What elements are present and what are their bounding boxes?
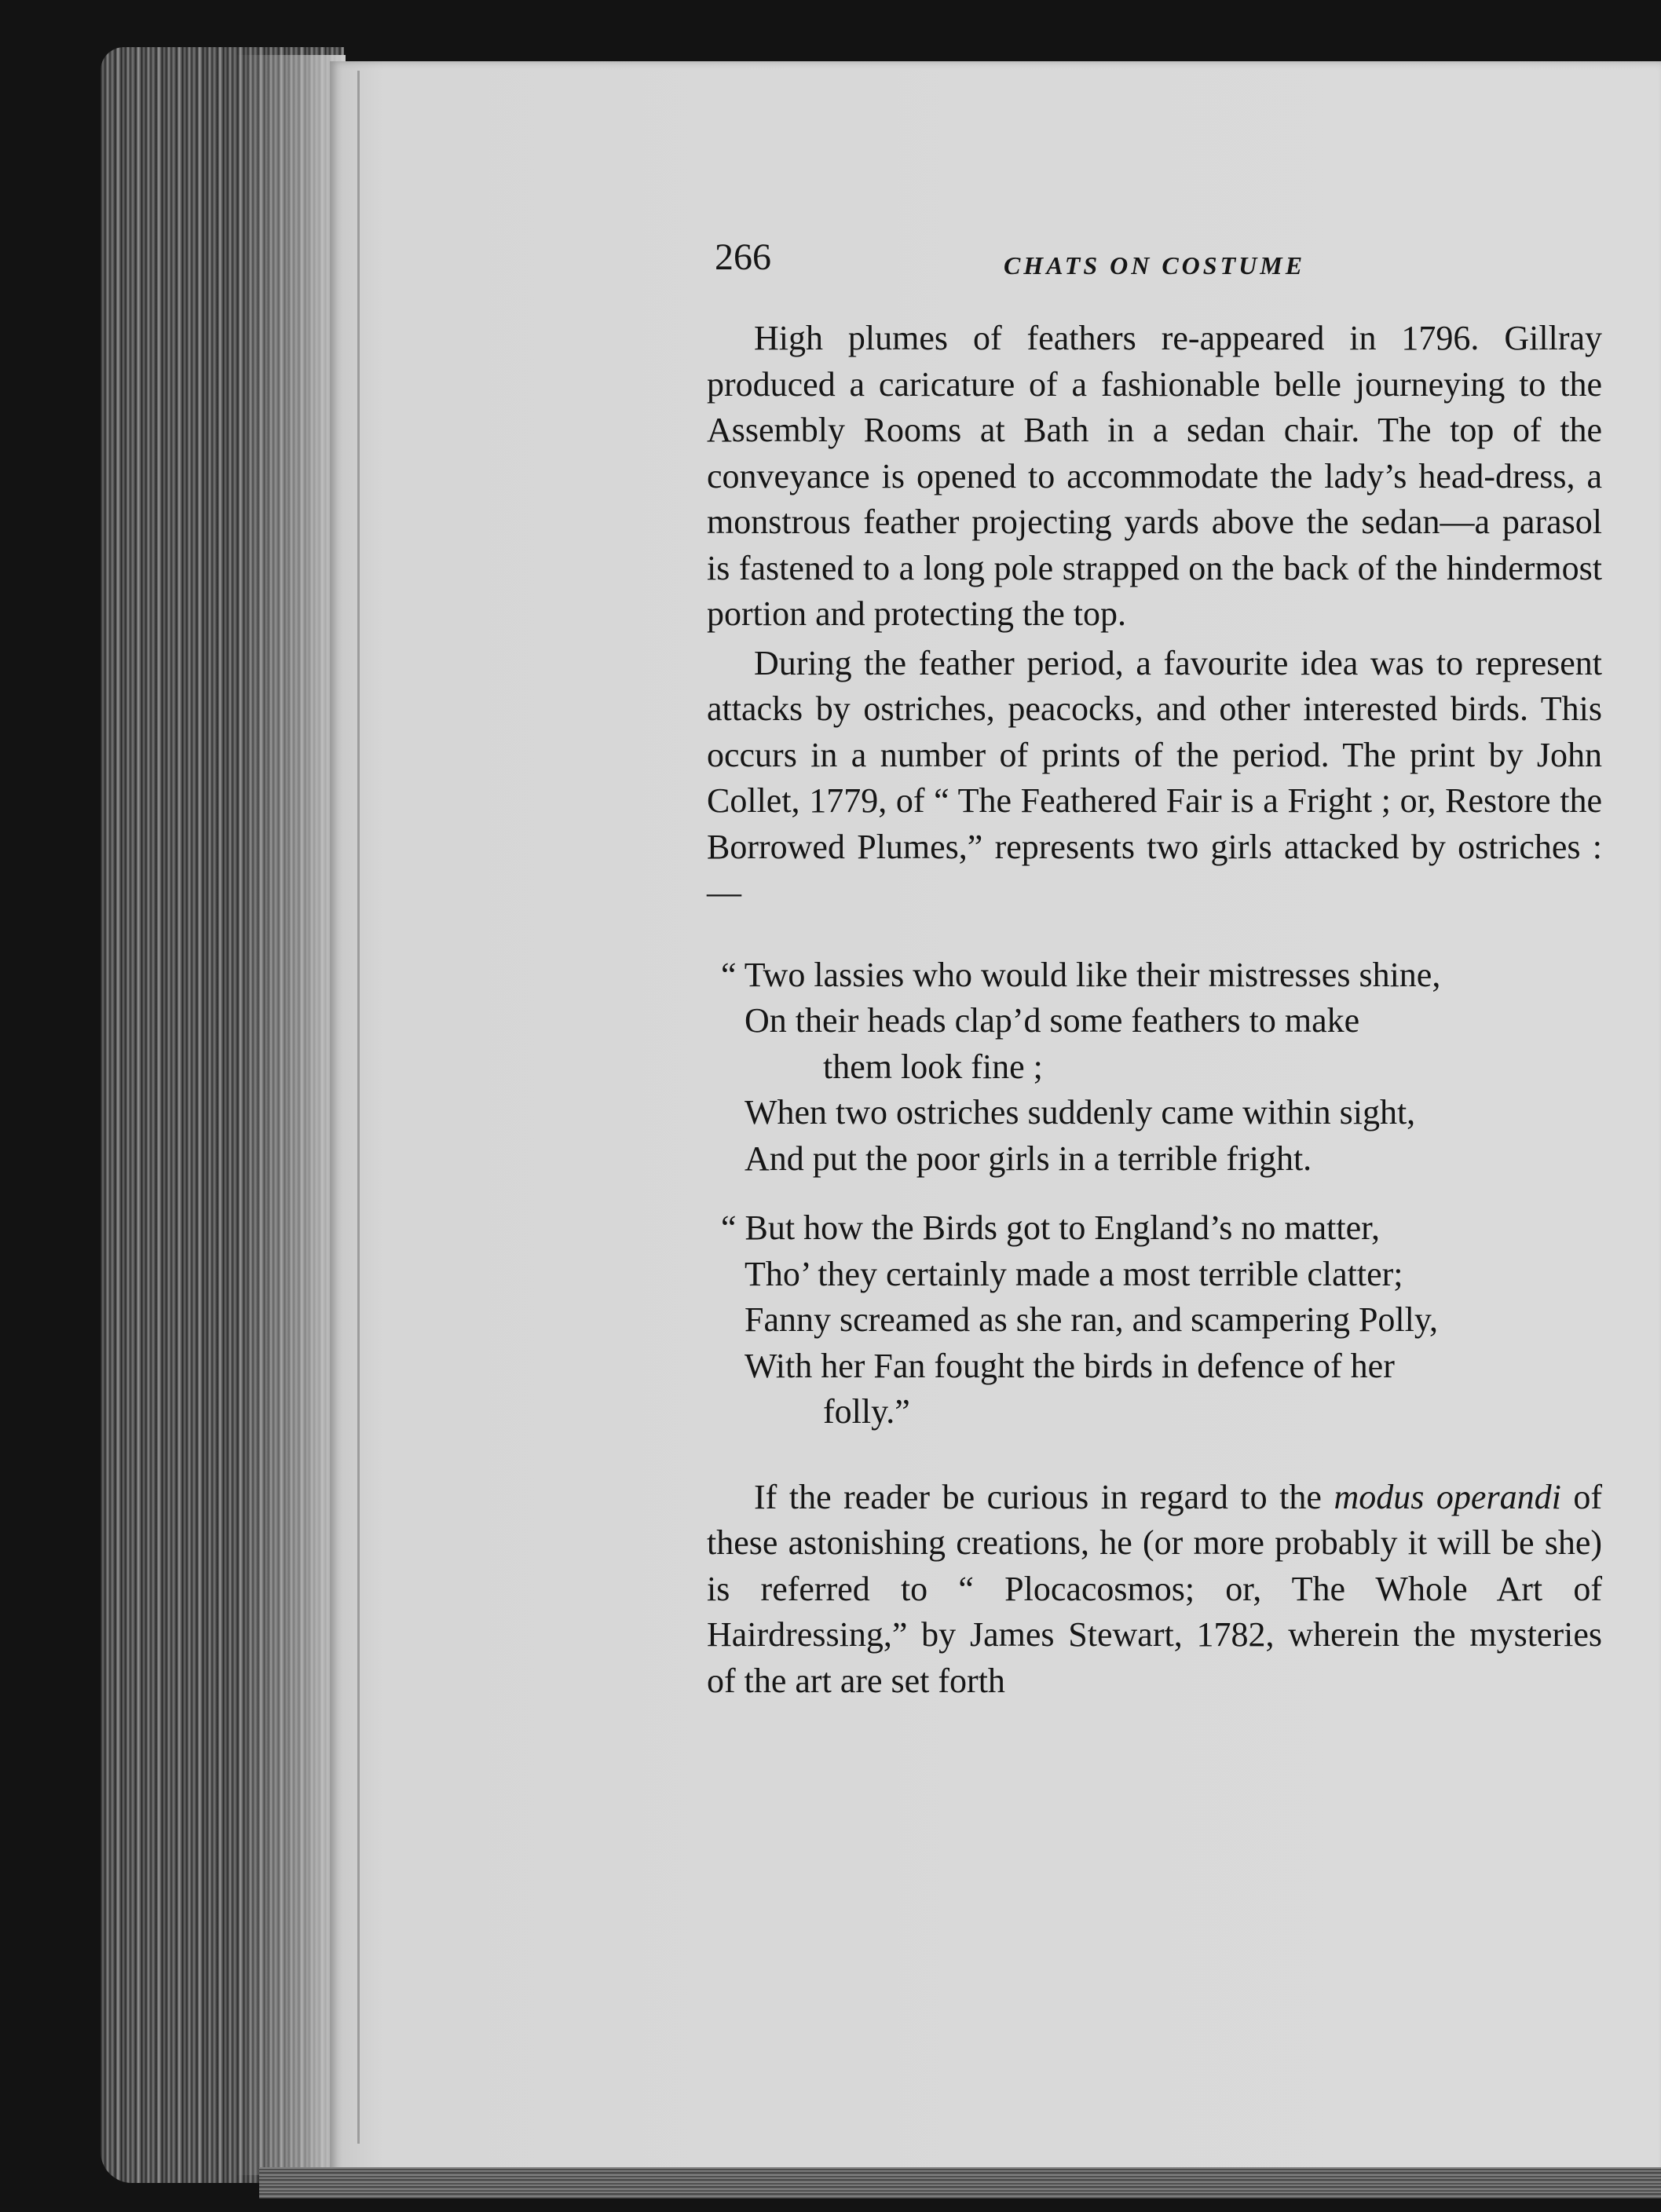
verse-line: “ But how the Birds got to England’s no matter,: [721, 1208, 1381, 1247]
page-edges-shadow: [236, 55, 346, 2175]
verse-line: With her Fan fought the birds in defence of her: [745, 1346, 1395, 1385]
page-number: 266: [715, 236, 771, 278]
paragraph-feather-period: During the feather period, a favourite idea was to represent attacks by ostriches, peacocks, and other interested birds. This occurs in a number of prints of the period. The print by John Collet, 1779, of “ The Feathered Fair is a Fright ; or, Restore the Borrowed Plumes,” represents two girls attacked by ostriches :—: [707, 643, 1602, 912]
paragraph-text: of these astonishing creations, he (or more probably it will be she) is referred to “ Plocacosmos; or, The Whole Art of Hairdressing,” by James Stewart, 1782, wherein the mysteries of the art are set forth: [707, 1477, 1603, 1700]
page-header: [707, 236, 1602, 291]
verse-line: Tho’ they certainly made a most terrible clatter;: [745, 1254, 1403, 1293]
gutter-line: [357, 71, 360, 2144]
verse-stanza-1: [707, 952, 1602, 1183]
verse-line: “ Two lassies who would like their mistresses shine,: [721, 955, 1441, 994]
running-head: CHATS ON COSTUME: [1003, 251, 1306, 280]
verse-line: When two ostriches suddenly came within sight,: [745, 1093, 1416, 1132]
verse-line: folly.”: [823, 1392, 910, 1431]
text-block: [707, 236, 1602, 1704]
bottom-page-edges: [259, 2167, 1661, 2199]
paragraph-modus-operandi: [707, 1475, 1602, 1705]
italic-phrase: modus operandi: [1334, 1477, 1561, 1516]
paragraph-text: If the reader be curious in regard to the: [754, 1477, 1334, 1516]
verse-line: And put the poor girls in a terrible fright.: [745, 1139, 1312, 1178]
verse-line: On their heads clap’d some feathers to make: [745, 1001, 1360, 1040]
verse-stanza-2: [707, 1205, 1602, 1435]
verse-line: them look fine ;: [823, 1047, 1043, 1086]
verse-line: Fanny screamed as she ran, and scampering Polly,: [745, 1300, 1439, 1339]
paragraph-gillray: High plumes of feathers re-appeared in 1796. Gillray produced a caricature of a fashionable belle journeying to the Assembly Rooms at Bath in a sedan chair. The top of the conveyance is opened to accommodate the lady’s head-dress, a monstrous feather projecting yards above the sedan—a parasol is fastened to a long pole strapped on the back of the hindermost portion and protecting the top.: [707, 319, 1602, 633]
